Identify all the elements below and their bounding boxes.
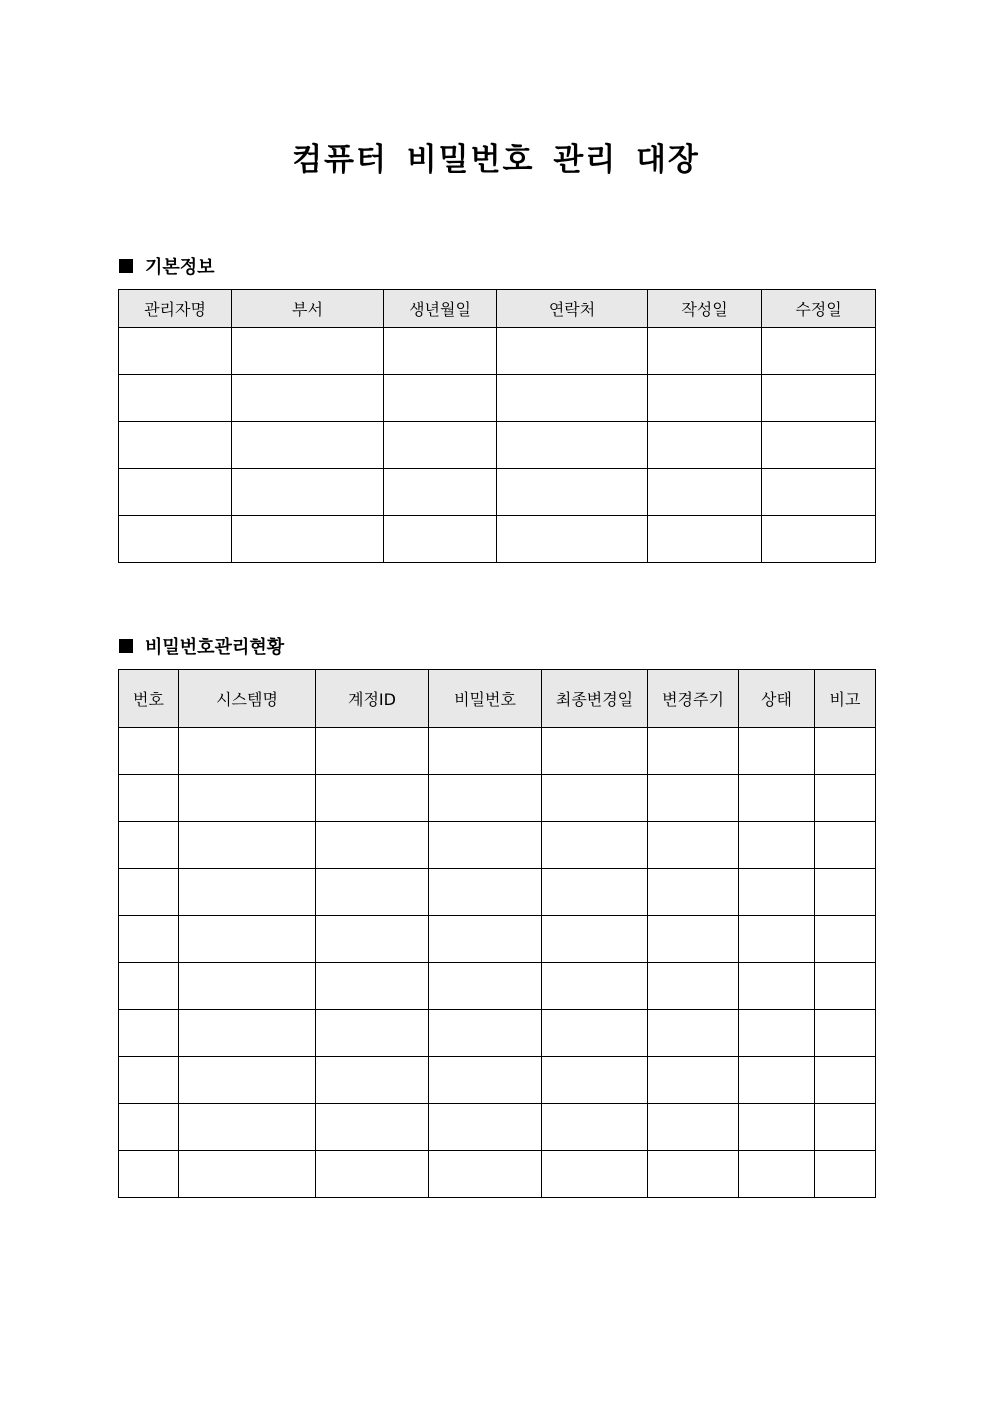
table-cell[interactable] <box>648 775 739 822</box>
section-heading-label: 비밀번호관리현황 <box>145 637 285 658</box>
table-cell[interactable] <box>542 1104 648 1151</box>
table-cell[interactable] <box>815 1010 876 1057</box>
table-cell[interactable] <box>119 1010 179 1057</box>
column-header-created-date: 작성일 <box>648 290 762 328</box>
table-cell[interactable] <box>542 916 648 963</box>
table-cell[interactable] <box>429 1104 542 1151</box>
table-cell[interactable] <box>316 1104 429 1151</box>
table-cell[interactable] <box>232 516 384 563</box>
table-cell[interactable] <box>429 728 542 775</box>
table-cell[interactable] <box>429 1151 542 1198</box>
table-cell[interactable] <box>542 822 648 869</box>
table-cell[interactable] <box>232 375 384 422</box>
table-cell[interactable] <box>179 728 316 775</box>
table-cell[interactable] <box>762 375 876 422</box>
table-cell[interactable] <box>119 963 179 1010</box>
table-cell[interactable] <box>648 728 739 775</box>
table-cell[interactable] <box>648 1010 739 1057</box>
table-header-row <box>119 670 876 728</box>
table-cell[interactable] <box>316 963 429 1010</box>
table-cell[interactable] <box>739 1151 815 1198</box>
table-header-row <box>119 290 876 328</box>
table-cell[interactable] <box>739 822 815 869</box>
table-cell[interactable] <box>648 422 762 469</box>
column-header-birth-date: 생년월일 <box>384 290 497 328</box>
table-cell[interactable] <box>429 869 542 916</box>
table-cell[interactable] <box>815 1104 876 1151</box>
table-cell[interactable] <box>815 869 876 916</box>
table-cell[interactable] <box>497 516 648 563</box>
table-row <box>119 728 876 775</box>
table-cell[interactable] <box>648 469 762 516</box>
table-row <box>119 1151 876 1198</box>
table-cell[interactable] <box>119 1151 179 1198</box>
column-header-contact: 연락처 <box>497 290 648 328</box>
table-cell[interactable] <box>316 916 429 963</box>
table-cell[interactable] <box>119 1057 179 1104</box>
table-row <box>119 822 876 869</box>
table-cell[interactable] <box>119 516 232 563</box>
table-cell[interactable] <box>179 963 316 1010</box>
table-row <box>119 869 876 916</box>
column-header-number: 번호 <box>119 670 179 728</box>
table-row <box>119 916 876 963</box>
column-header-change-cycle: 변경주기 <box>648 670 739 728</box>
table-cell[interactable] <box>542 775 648 822</box>
table-cell[interactable] <box>542 963 648 1010</box>
table-row <box>119 775 876 822</box>
table-cell[interactable] <box>762 328 876 375</box>
table-cell[interactable] <box>316 822 429 869</box>
table-cell[interactable] <box>232 328 384 375</box>
column-header-department: 부서 <box>232 290 384 328</box>
table-cell[interactable] <box>762 469 876 516</box>
table-cell[interactable] <box>815 728 876 775</box>
column-header-manager-name: 관리자명 <box>119 290 232 328</box>
table-cell[interactable] <box>739 869 815 916</box>
table-cell[interactable] <box>119 422 232 469</box>
table-cell[interactable] <box>179 1151 316 1198</box>
table-row <box>119 1010 876 1057</box>
square-bullet-icon <box>119 259 133 273</box>
table-cell[interactable] <box>119 822 179 869</box>
table-cell[interactable] <box>179 775 316 822</box>
table-cell[interactable] <box>179 869 316 916</box>
table-cell[interactable] <box>429 1010 542 1057</box>
table-cell[interactable] <box>762 516 876 563</box>
table-cell[interactable] <box>384 516 497 563</box>
table-cell[interactable] <box>232 469 384 516</box>
table-cell[interactable] <box>648 328 762 375</box>
table-row <box>119 375 876 422</box>
table-cell[interactable] <box>648 1104 739 1151</box>
table-cell[interactable] <box>119 1104 179 1151</box>
table-cell[interactable] <box>648 916 739 963</box>
table-cell[interactable] <box>542 869 648 916</box>
table-cell[interactable] <box>119 869 179 916</box>
section-heading-basic-info <box>119 253 215 279</box>
table-cell[interactable] <box>429 822 542 869</box>
table-cell[interactable] <box>119 916 179 963</box>
table-cell[interactable] <box>497 422 648 469</box>
table-cell[interactable] <box>497 375 648 422</box>
square-bullet-icon <box>119 639 133 653</box>
table-cell[interactable] <box>429 916 542 963</box>
column-header-remarks: 비고 <box>815 670 876 728</box>
table-cell[interactable] <box>497 469 648 516</box>
table-cell[interactable] <box>739 1104 815 1151</box>
table-cell[interactable] <box>429 775 542 822</box>
table-cell[interactable] <box>316 1151 429 1198</box>
table-cell[interactable] <box>815 963 876 1010</box>
table-cell[interactable] <box>542 728 648 775</box>
password-status-table <box>118 669 876 1198</box>
table-cell[interactable] <box>739 1057 815 1104</box>
table-cell[interactable] <box>648 1151 739 1198</box>
column-header-system-name: 시스템명 <box>179 670 316 728</box>
table-cell[interactable] <box>648 1057 739 1104</box>
table-cell[interactable] <box>316 728 429 775</box>
table-cell[interactable] <box>497 328 648 375</box>
column-header-account-id: 계정ID <box>316 670 429 728</box>
table-cell[interactable] <box>179 1104 316 1151</box>
table-cell[interactable] <box>179 822 316 869</box>
table-cell[interactable] <box>384 375 497 422</box>
column-header-modified-date: 수정일 <box>762 290 876 328</box>
table-cell[interactable] <box>384 469 497 516</box>
table-cell[interactable] <box>429 963 542 1010</box>
table-cell[interactable] <box>429 1057 542 1104</box>
table-cell[interactable] <box>316 1057 429 1104</box>
table-cell[interactable] <box>648 963 739 1010</box>
table-row <box>119 469 876 516</box>
table-cell[interactable] <box>384 422 497 469</box>
basic-info-table <box>118 289 876 563</box>
table-row <box>119 1057 876 1104</box>
table-cell[interactable] <box>648 869 739 916</box>
table-cell[interactable] <box>179 1010 316 1057</box>
table-cell[interactable] <box>815 1057 876 1104</box>
table-cell[interactable] <box>648 375 762 422</box>
document-title: 컴퓨터 비밀번호 관리 대장 <box>292 142 700 178</box>
section-heading-label: 기본정보 <box>145 257 215 278</box>
table-row <box>119 1104 876 1151</box>
table-cell[interactable] <box>119 328 232 375</box>
table-cell[interactable] <box>119 775 179 822</box>
table-cell[interactable] <box>316 1010 429 1057</box>
table-row <box>119 328 876 375</box>
table-cell[interactable] <box>648 516 762 563</box>
table-cell[interactable] <box>815 775 876 822</box>
table-cell[interactable] <box>316 775 429 822</box>
table-row <box>119 963 876 1010</box>
column-header-password: 비밀번호 <box>429 670 542 728</box>
table-cell[interactable] <box>762 422 876 469</box>
table-cell[interactable] <box>119 375 232 422</box>
table-cell[interactable] <box>179 1057 316 1104</box>
table-cell[interactable] <box>739 916 815 963</box>
table-cell[interactable] <box>542 1057 648 1104</box>
section-heading-password-status <box>119 633 284 659</box>
table-cell[interactable] <box>384 328 497 375</box>
table-cell[interactable] <box>316 869 429 916</box>
column-header-status: 상태 <box>739 670 815 728</box>
table-cell[interactable] <box>739 728 815 775</box>
table-cell[interactable] <box>119 728 179 775</box>
table-cell[interactable] <box>739 775 815 822</box>
column-header-last-changed: 최종변경일 <box>542 670 648 728</box>
table-cell[interactable] <box>815 1151 876 1198</box>
table-cell[interactable] <box>739 963 815 1010</box>
table-cell[interactable] <box>542 1010 648 1057</box>
table-cell[interactable] <box>179 916 316 963</box>
table-cell[interactable] <box>648 822 739 869</box>
table-cell[interactable] <box>542 1151 648 1198</box>
table-cell[interactable] <box>815 916 876 963</box>
table-row <box>119 516 876 563</box>
table-cell[interactable] <box>232 422 384 469</box>
table-row <box>119 422 876 469</box>
table-cell[interactable] <box>815 822 876 869</box>
table-cell[interactable] <box>119 469 232 516</box>
table-cell[interactable] <box>739 1010 815 1057</box>
